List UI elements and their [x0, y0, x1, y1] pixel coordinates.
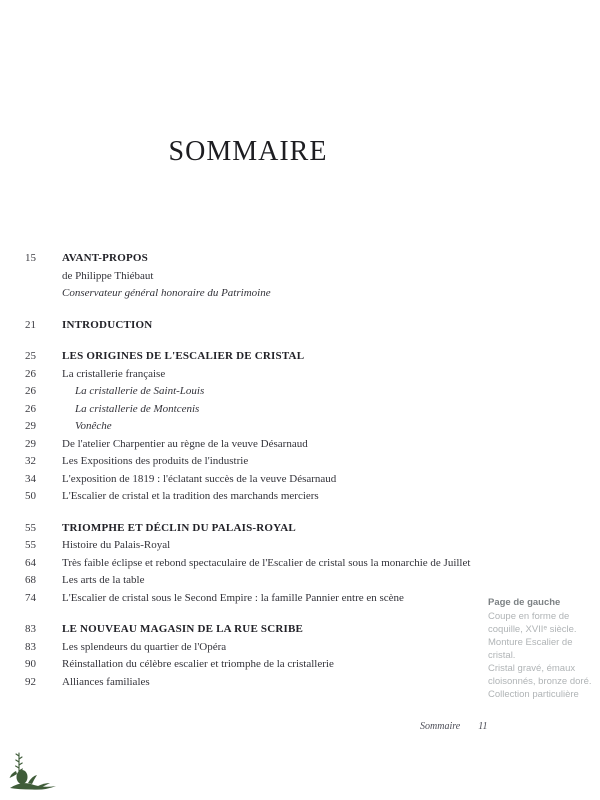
toc-row [25, 317, 485, 335]
toc-row [25, 366, 485, 384]
toc-entry-label: AVANT-PROPOS [62, 252, 148, 264]
caption-line: Monture Escalier de cristal. [488, 637, 573, 661]
toc-page-number: 29 [25, 437, 36, 450]
toc-entry-label: Vonêche [75, 420, 112, 432]
toc-page-number: 25 [25, 350, 36, 362]
toc-row [25, 639, 485, 657]
toc-page-number: 74 [25, 591, 36, 604]
toc-entry-label: L'Escalier de cristal et la tradition des marchands merciers [62, 490, 319, 502]
toc-entry-label: La cristallerie de Saint-Louis [75, 385, 205, 397]
toc-entry-label: LES ORIGINES DE L'ESCALIER DE CRISTAL [62, 350, 305, 362]
toc-page-number: 55 [25, 521, 36, 534]
toc-entry-label: Très faible éclipse et rebond spectaculaire de l'Escalier de cristal sous la monarchie de Juillet [62, 556, 471, 569]
toc-row [25, 590, 485, 608]
caption-title: Page de gauche [488, 597, 561, 608]
toc-page-number: 68 [25, 574, 36, 586]
caption-line: Cristal gravé, émaux cloisonnés, bronze doré. [488, 663, 592, 687]
toc-entry-label: de Philippe Thiébaut [62, 269, 154, 282]
toc-entry-label: L'Escalier de cristal sous le Second Empire : la famille Pannier entre en scène [62, 591, 404, 604]
toc-row [25, 656, 485, 674]
toc-row [25, 621, 485, 639]
toc-entry-label: Les splendeurs du quartier de l'Opéra [62, 640, 227, 653]
toc-row [25, 471, 485, 489]
toc-row [25, 520, 485, 538]
toc-entry-label: Conservateur général honoraire du Patrimoine [62, 287, 271, 299]
corner-vignette-icon [8, 750, 58, 792]
toc-entry-label: La cristallerie de Montcenis [75, 402, 200, 415]
table-of-contents [25, 250, 485, 691]
page-footer [420, 721, 487, 732]
toc-entry-label: L'exposition de 1819 : l'éclatant succès de la veuve Désarnaud [62, 472, 337, 485]
toc-row [25, 674, 485, 692]
toc-row [25, 436, 485, 454]
footer-section-label: Sommaire [420, 721, 461, 732]
toc-page-number: 29 [25, 420, 36, 432]
toc-page-number: 21 [25, 318, 36, 331]
toc-page-number: 26 [25, 367, 36, 380]
toc-page-number: 90 [25, 658, 36, 670]
toc-entry-label: Les arts de la table [62, 574, 145, 586]
toc-page-number: 55 [25, 539, 36, 551]
toc-entry-label: INTRODUCTION [62, 318, 153, 331]
toc-entry-label: TRIOMPHE ET DÉCLIN DU PALAIS-ROYAL [62, 521, 296, 534]
toc-entry-label: Alliances familiales [62, 675, 150, 688]
image-caption [488, 596, 592, 701]
toc-row [25, 250, 485, 268]
toc-page-number: 64 [25, 556, 36, 569]
caption-lines [488, 610, 592, 701]
toc-page-number: 15 [25, 252, 36, 264]
toc-row [25, 537, 485, 555]
toc-page-number: 26 [25, 402, 36, 415]
toc-row [25, 418, 485, 436]
toc-page-number: 34 [25, 472, 36, 485]
toc-row [25, 572, 485, 590]
toc-row [25, 488, 485, 506]
toc-row [25, 383, 485, 401]
toc-row [25, 268, 485, 286]
toc-row [25, 401, 485, 419]
caption-line: Coupe en forme de coquille, XVIIᵉ siècle. [488, 611, 577, 635]
toc-entry-label: Réinstallation du célèbre escalier et triomphe de la cristallerie [62, 658, 334, 670]
toc-row [25, 453, 485, 471]
toc-entry-label: De l'atelier Charpentier au règne de la veuve Désarnaud [62, 437, 308, 450]
toc-page-number: 32 [25, 455, 36, 467]
toc-page-number: 50 [25, 490, 36, 502]
toc-entry-label: Histoire du Palais-Royal [62, 539, 171, 551]
footer-page-number: 11 [478, 721, 488, 732]
toc-row [25, 348, 485, 366]
toc-row [25, 555, 485, 573]
caption-line: Collection particulière [488, 689, 579, 700]
toc-entry-label: LE NOUVEAU MAGASIN DE LA RUE SCRIBE [62, 623, 304, 635]
toc-entry-label: Les Expositions des produits de l'industrie [62, 455, 249, 467]
toc-page-number: 83 [25, 623, 36, 635]
toc-row [25, 285, 485, 303]
toc-page-number: 92 [25, 675, 36, 688]
toc-page-number: 26 [25, 385, 36, 397]
page-title: SOMMAIRE [168, 136, 328, 167]
toc-entry-label: La cristallerie française [62, 367, 166, 380]
toc-page-number: 83 [25, 640, 36, 653]
